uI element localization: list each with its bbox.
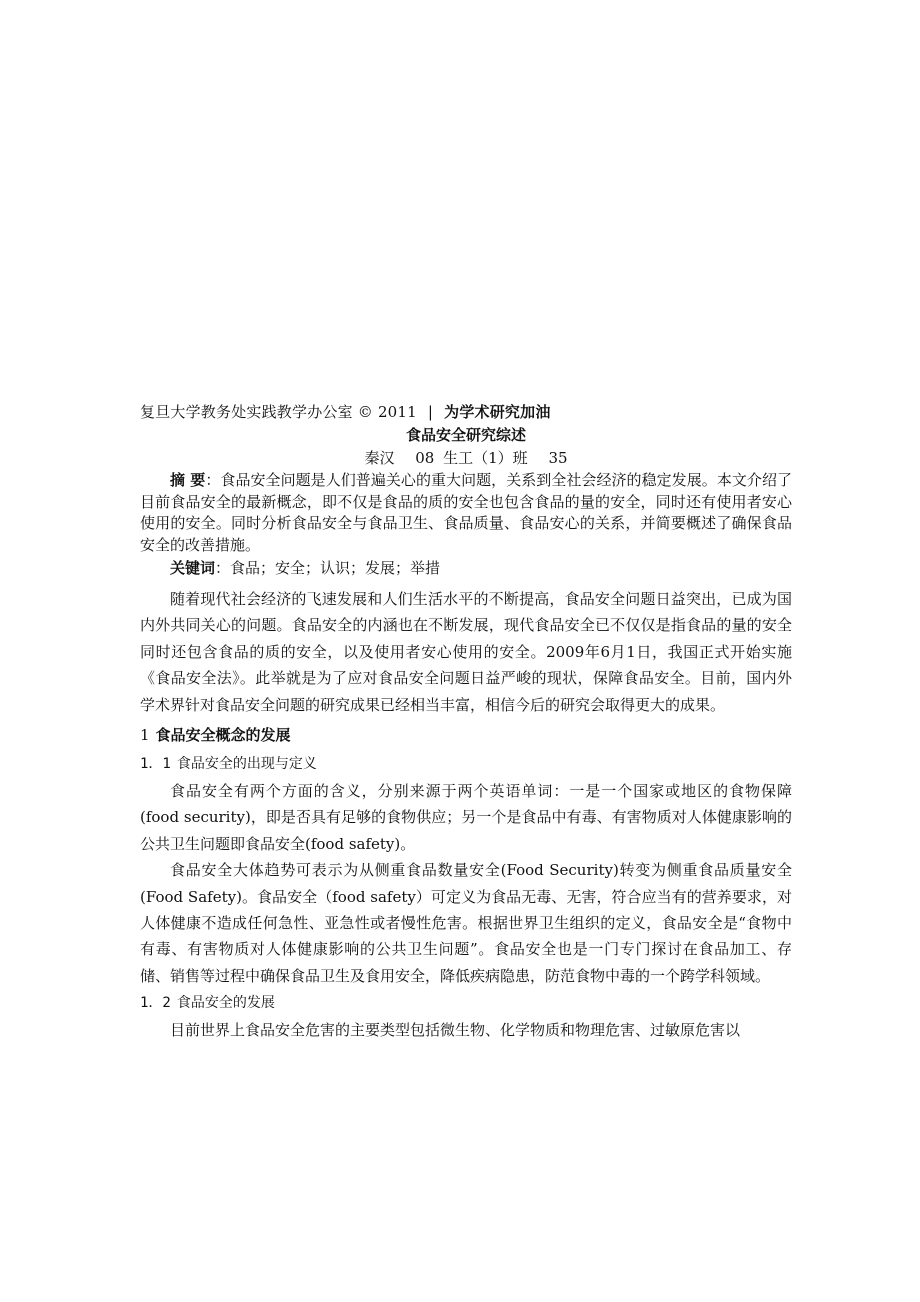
section-title: 食品安全概念的发展 — [155, 726, 291, 745]
paragraph-1-1-a: 食品安全有两个方面的含义，分别来源于两个英语单词：一是一个国家或地区的食物保障(food security)，即是否具有足够的食物供应；另一个是食品中有毒、有害物质对人体健康影响的公共卫生问题即食品安全(food safety)。 — [140, 782, 792, 853]
intro-paragraph: 随着现代社会经济的飞速发展和人们生活水平的不断提高，食品安全问题日益突出，已成为国内外共同关心的问题。食品安全的内涵也在不断发展，现代食品安全已不仅仅是指食品的量的安全同时还包含食品的质的安全，以及使用者安心使用的安全。2009年6月1日，我国正式开始实施《食品安全法》。此举就是为了应对食品安全问题日益严峻的现状，保障食品安全。目前，国内外学术界针对食品安全问题的研究成果已经相当丰富，相信今后的研究会取得更大的成果。 — [140, 590, 792, 714]
abstract — [140, 470, 792, 556]
subsection-title: 食品安全的发展 — [176, 995, 275, 1012]
author-number: 35 — [548, 449, 568, 467]
page-header — [140, 398, 792, 426]
abstract-text: ：食品安全问题是人们普遍关心的重大问题，关系到全社会经济的稳定发展。本文介绍了目前食品安全的最新概念，即不仅是食品的质的安全也包含食品的量的安全，同时还有使用者安心使用的安全。同时分析食品安全与食品卫生、食品质量、食品安心的关系，并简要概述了确保食品安全的改善措施。 — [140, 471, 792, 554]
section-number: 1 — [140, 726, 150, 745]
document-page — [140, 398, 792, 1044]
abstract-label: 摘 要 — [170, 471, 206, 489]
subsection-heading-1-1 — [140, 750, 792, 778]
author-line — [140, 446, 792, 470]
header-slogan: 为学术研究加油 — [444, 403, 551, 421]
paper-title: 食品安全研究综述 — [405, 426, 526, 444]
author-class: 08 生工（1）班 — [415, 449, 528, 467]
subsection-number: 1．2 — [140, 995, 171, 1012]
paragraph-1-2-a: 目前世界上食品安全危害的主要类型包括微生物、化学物质和物理危害、过敏原危害以 — [170, 1021, 741, 1040]
header-office: 复旦大学教务处实践教学办公室 © 2011 — [140, 403, 417, 421]
subsection-title: 食品安全的出现与定义 — [176, 756, 317, 773]
subsection-heading-1-2 — [140, 989, 792, 1017]
keywords-text: ：食品；安全；认识；发展；举措 — [215, 559, 441, 577]
subsection-number: 1．1 — [140, 756, 171, 773]
paragraph-1-1-b: 食品安全大体趋势可表示为从侧重食品数量安全(Food Security)转变为侧重食品质量安全(Food Safety)。食品安全（food safety）可定义为食品无毒、无害，符合应当有的营养要求，对人体健康不造成任何急性、亚急性或者慢性危害。根据世界卫生组织的定义，食品安全是“食物中有毒、有害物质对人体健康影响的公共卫生问题”。食品安全也是一门专门探讨在食品加工、存储、销售等过程中确保食品卫生及食用安全，降低疾病隐患，防范食物中毒的一个跨学科领域。 — [140, 861, 792, 985]
author-name: 秦汉 — [364, 449, 395, 467]
section-heading-1 — [140, 720, 792, 750]
header-separator: | — [427, 403, 434, 421]
keywords-label: 关键词 — [170, 559, 216, 577]
keywords — [140, 556, 792, 580]
